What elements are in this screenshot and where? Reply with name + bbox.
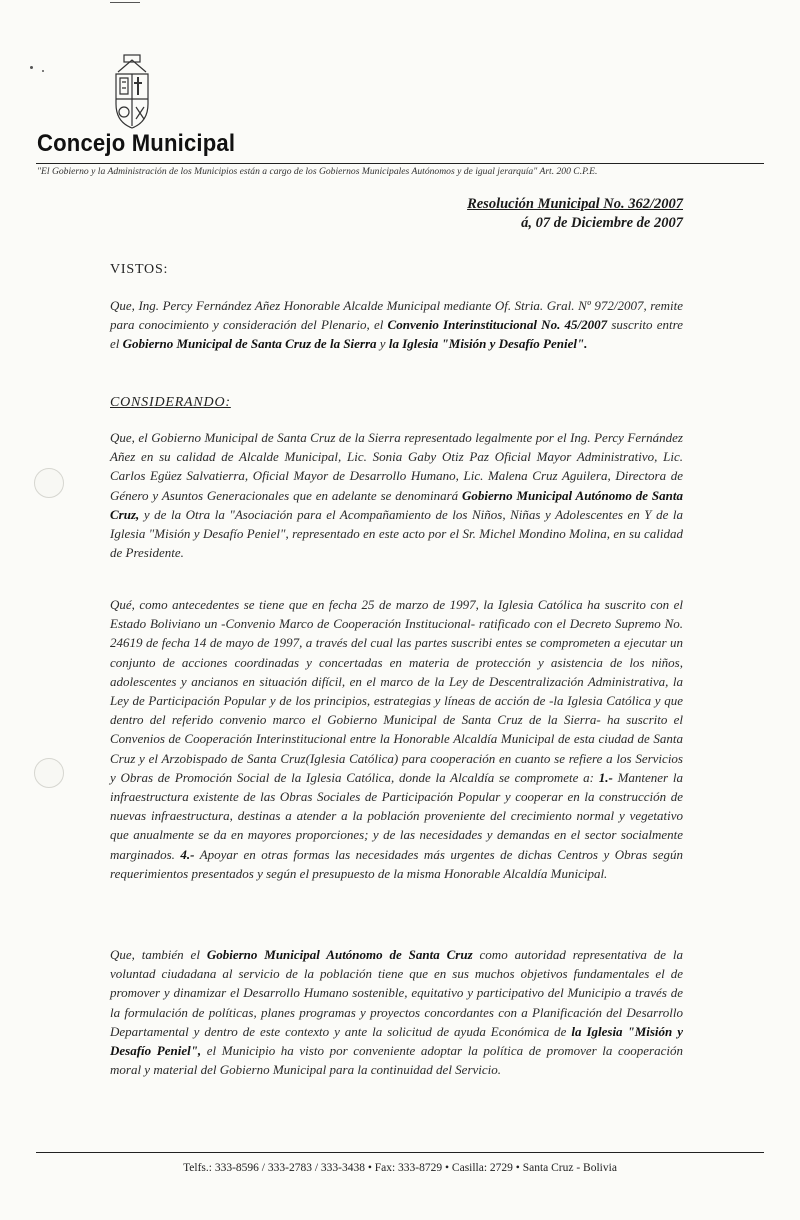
scan-speck	[42, 70, 44, 72]
council-title: Concejo Municipal	[37, 130, 236, 157]
header-divider	[36, 163, 764, 164]
scan-speck	[30, 66, 33, 69]
vistos-heading: VISTOS:	[110, 262, 169, 277]
coat-of-arms-seal	[108, 52, 156, 132]
council-motto: "El Gobierno y la Administración de los Municipios están a cargo de los Gobiernos Municipales Autónomos y de igual jerarquía" Art. 200 C.P.E.	[37, 166, 598, 177]
considerando-paragraph-3: Que, también el Gobierno Municipal Autónomo de Santa Cruz como autoridad representativa de la voluntad ciudadana al servicio de la población tiene que en sus muchos objetivos fundamentales el de promover y dinamizar el Desarrollo Humano sostenible, equitativo y participativo del Municipio a través de la formulación de políticas, planes programas y proyectos concordantes con a Planificación del Desarrollo Departamental y dentro de este contexto y ante la solicitud de ayuda Económica de la Iglesia "Misión y Desafío Peniel", el Municipio ha visto por conveniente adoptar la política de promover la cooperación moral y material del Gobierno Municipal para la continuidad del Servicio.	[110, 947, 684, 1078]
vistos-paragraph: Que, Ing. Percy Fernández Añez Honorable Alcalde Municipal mediante Of. Stria. Gral. Nº 972/2007, remite para conocimiento y consideración del Plenario, el Convenio Interinstitucional No. 45/2007 suscrito entre el Gobierno Municipal de Santa Cruz de la Sierra y la Iglesia "Misión y Desafío Peniel".	[110, 298, 683, 352]
punch-hole	[34, 468, 64, 498]
considerando-paragraph-2: Qué, como antecedentes se tiene que en fecha 25 de marzo de 1997, la Iglesia Católica ha suscrito con el Estado Boliviano un -Convenio Marco de Cooperación Institucional- ratificado con el Decreto Supremo No. 24619 de fecha 14 de mayo de 1997, a través del cual las partes suscribi entes se comprometen a ejecutar un conjunto de acciones coordinadas y concertadas en materia de protección y asistencia de los niños, adolescentes y ancianos en situación difícil, en el marco de la Ley de Descentralización Administrativa, la Ley de Participación Popular y de los principios, estrategias y líneas de acción de -la Iglesia Católica y que dentro del referido convenio marco el Gobierno Municipal de Santa Cruz de la Sierra- ha suscrito el Convenios de Cooperación Interinstitucional entre la Honorable Alcaldía Municipal de esta ciudad de Santa Cruz y el Arzobispado de Santa Cruz(Iglesia Católica) para cooperación en cuanto se refiere a los Servicios y Obras de Promoción Social de la Iglesia Católica, donde la Alcaldía se compromete a: 1.- Mantener la infraestructura existente de las Obras Sociales de Participación Popular y cooperar en la construcción de nuevas infraestructura, destinas a atender a la población proveniente del crecimiento normal y vegetativo que anualmente se da en mayores proporciones; y de las necesidades y demandas en el sector socialmente marginados. 4.- Apoyar en otras formas las necesidades más urgentes de dichas Centros y Obras según requerimientos presentados y según el presupuesto de la misma Honorable Alcaldía Municipal.	[110, 597, 684, 881]
scan-speck	[110, 2, 140, 3]
considerando-paragraph-1: Que, el Gobierno Municipal de Santa Cruz de la Sierra representado legalmente por el Ing. Percy Fernández Añez en su calidad de Alcalde Municipal, Lic. Sonia Gaby Otiz Paz Oficial Mayor Administrativo, Lic. Carlos Egüez Salvatierra, Oficial Mayor de Desarrollo Humano, Lic. Malena Cruz Aguilera, Directora de Género y Asuntos Generacionales que en adelante se denominará Gobierno Municipal Autónomo de Santa Cruz, y de la Otra la "Asociación para el Acompañamiento de los Niños, Niñas y Adolescentes en Y de la Iglesia "Misión y Desafío Peniel", representado en este acto por el Sr. Michel Mondino Molina, en su calidad de Presidente.	[110, 430, 684, 561]
punch-hole	[34, 758, 64, 788]
footer-contact: Telfs.: 333-8596 / 333-2783 / 333-3438 • Fax: 333-8729 • Casilla: 2729 • Santa Cruz - Bolivia	[183, 1162, 617, 1174]
considerando-heading: CONSIDERANDO:	[110, 395, 231, 410]
footer-divider	[36, 1152, 764, 1153]
resolution-date: á, 07 de Diciembre de 2007	[521, 215, 683, 231]
resolution-number: Resolución Municipal No. 362/2007	[467, 196, 683, 212]
